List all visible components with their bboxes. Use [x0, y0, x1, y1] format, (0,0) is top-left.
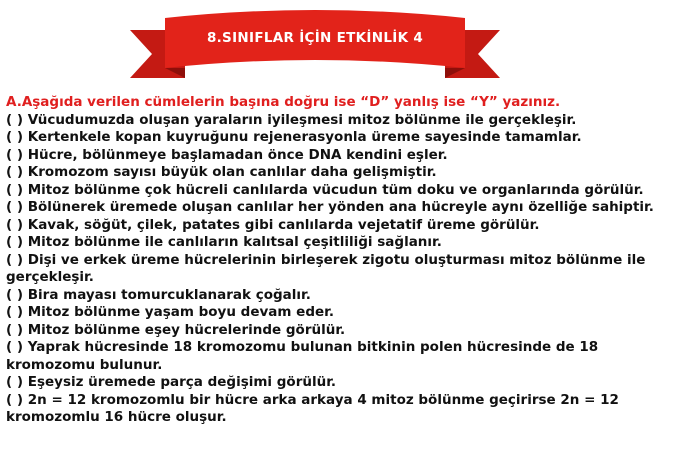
page-title: 8.SINIFLAR İÇİN ETKİNLİK 4 — [206, 30, 424, 46]
list-item: ( ) Dişi ve erkek üreme hücrelerinin birleşerek zigotu oluşturması mitoz bölünme ile gerçekleşir. — [6, 251, 646, 285]
list-item: ( ) Mitoz bölünme çok hücreli canlılarda vücudun tüm doku ve organlarında görülür. — [6, 181, 644, 198]
list-item: ( ) Mitoz bölünme ile canlıların kalıtsal çeşitliliği sağlanır. — [6, 234, 442, 250]
list-item: ( ) Eşeysiz üremede parça değişimi görülür. — [6, 374, 337, 390]
list-item: ( ) Bölünerek üremede oluşan canlılar her yönden ana hücreyle aynı özelliğe sahiptir. — [6, 199, 654, 215]
list-item: ( ) Bira mayası tomurcuklanarak çoğalır. — [6, 286, 311, 303]
list-item: ( ) Vücudumuzda oluşan yaraların iyileşmesi mitoz bölünme ile gerçekleşir. — [6, 111, 577, 128]
list-item: ( ) Yaprak hücresinde 18 kromozomu bulunan bitkinin polen hücresinde de 18 kromozomu bulunur. — [6, 339, 599, 373]
list-item: ( ) Hücre, bölünmeye başlamadan önce DNA kendini eşler. — [6, 146, 448, 163]
ribbon-banner-icon — [0, 0, 685, 100]
true-false-section — [6, 94, 682, 427]
list-item: ( ) Kromozom sayısı büyük olan canlılar daha gelişmiştir. — [6, 164, 437, 180]
list-item: ( ) Kertenkele kopan kuyruğunu rejenerasyonla üreme sayesinde tamamlar. — [6, 129, 582, 145]
list-item: ( ) Kavak, söğüt, çilek, patates gibi canlılarda vejetatif üreme görülür. — [6, 216, 540, 233]
section-instruction: A.Aşağıda verilen cümlelerin başına doğru ise “D” yanlış ise “Y” yazınız. — [6, 94, 561, 110]
list-item: ( ) Mitoz bölünme eşey hücrelerinde görülür. — [6, 321, 346, 338]
list-item: ( ) Mitoz bölünme yaşam boyu devam eder. — [6, 304, 335, 320]
list-item: ( ) 2n = 12 kromozomlu bir hücre arka arkaya 4 mitoz bölünme geçirirse 2n = 12 kromozomlu 16 hücre oluşur. — [6, 391, 619, 425]
title-banner — [0, 0, 685, 100]
